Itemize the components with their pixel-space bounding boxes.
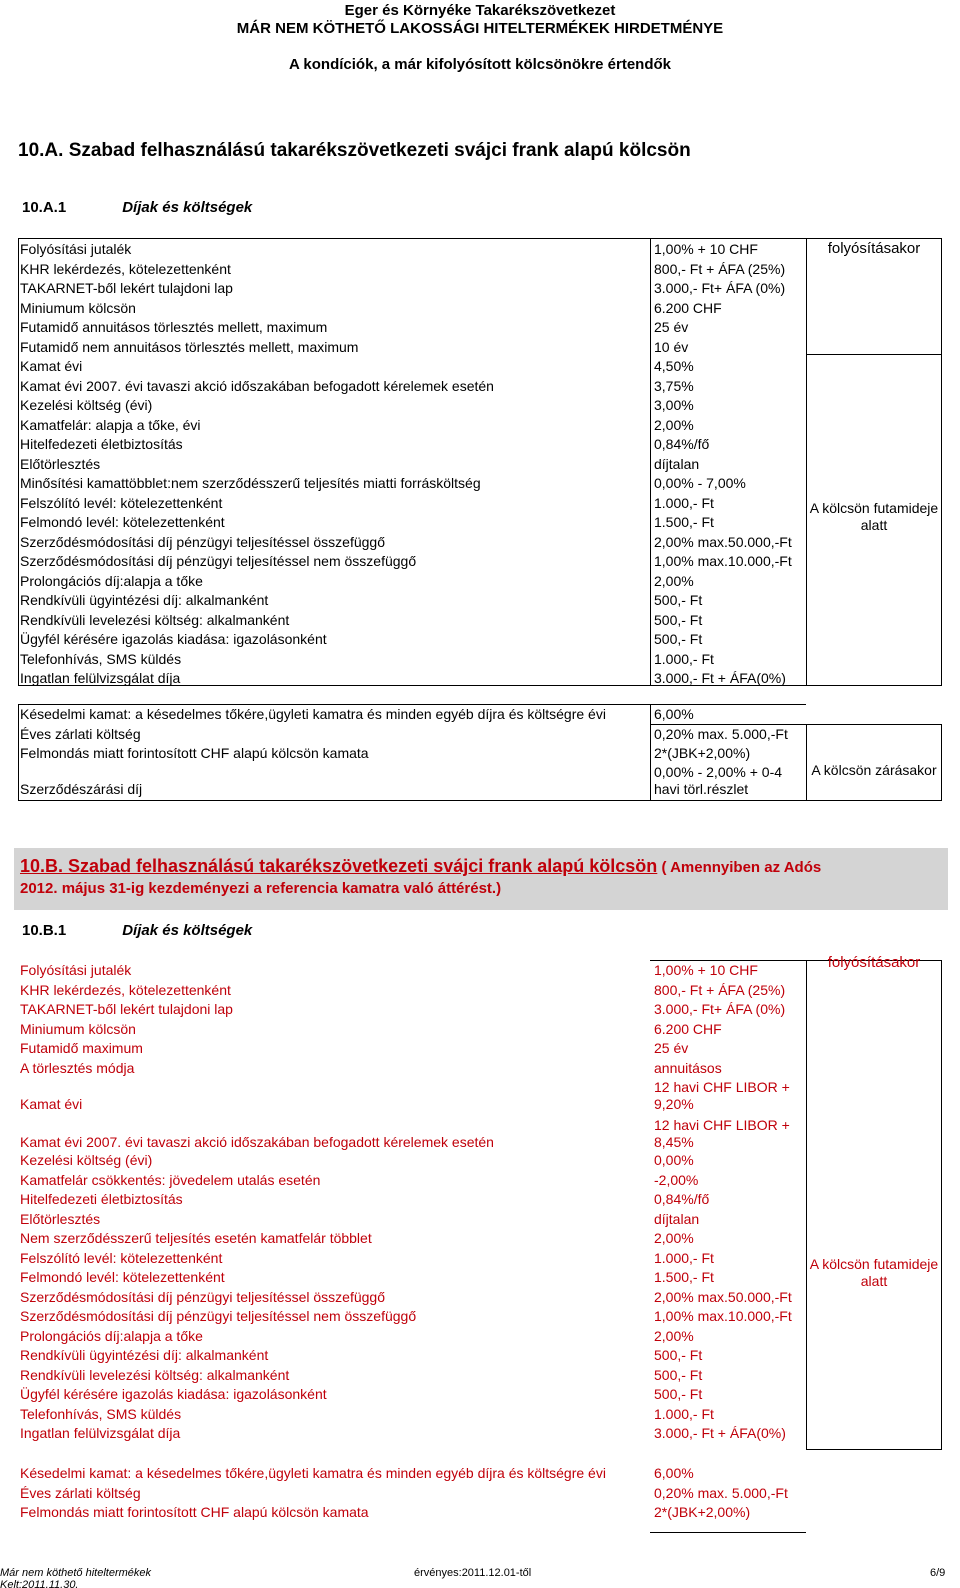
row-value: 6.200 CHF	[654, 299, 722, 316]
section-b-sub-title: Díjak és költségek	[122, 922, 253, 939]
row-label: Kamatfelár: alapja a tőke, évi	[20, 416, 201, 433]
row-value: 2,00%	[654, 1327, 694, 1344]
section-a-side-bottom: A kölcsön zárásakor	[811, 762, 937, 778]
row-value: 0,84%/fő	[654, 1191, 710, 1207]
section-a-row	[18, 551, 942, 571]
section-b-row	[18, 1404, 942, 1424]
row-value: 1,00% max.10.000,-Ft	[654, 553, 792, 569]
row-label: Kamat évi 2007. évi tavaszi akció időszakában befogadott kérelemek esetén	[20, 377, 494, 394]
section-a-row	[18, 259, 942, 279]
row-label: Felszólító levél: kötelezettenként	[20, 1249, 223, 1266]
section-a-penalty-row	[18, 724, 942, 744]
row-value: 6.200 CHF	[654, 1020, 722, 1037]
section-a-row	[18, 278, 942, 298]
section-b-title-line-2: 2012. május 31-ig kezdeményezi a referencia kamatra való áttérést.)	[20, 880, 502, 897]
row-value: 500,- Ft	[654, 611, 703, 628]
row-label: Minősítési kamattöbblet:nem szerződésszerű teljesítés miatti forrásköltség	[20, 475, 481, 491]
footer-left-1: Már nem köthető hiteltermékek	[0, 1567, 152, 1579]
row-label: TAKARNET-ből lekért tulajdoni lap	[20, 1001, 233, 1017]
section-b-sub-number: 10.B.1	[22, 922, 67, 939]
row-label: Prolongációs díj:alapja a tőke	[20, 1327, 203, 1344]
section-a-row	[18, 395, 942, 415]
row-value: 25 év	[654, 319, 689, 335]
row-label: Rendkívüli ügyintézési díj: alkalmanként	[20, 592, 269, 608]
row-label: Miniumum kölcsön	[20, 299, 136, 316]
header-line-1: Eger és Környéke Takarékszövetkezet	[344, 2, 616, 19]
section-a-row	[18, 239, 942, 259]
footer-left-2: Kelt:2011.11.30.	[0, 1579, 79, 1588]
section-a-row	[18, 493, 942, 513]
section-b-side-top: folyósításakor	[827, 954, 921, 971]
section-a-penalty-row	[18, 704, 942, 724]
section-b-row	[18, 1365, 942, 1385]
row-value: 1.500,- Ft	[654, 1269, 714, 1285]
row-value: 10 év	[654, 338, 689, 355]
row-value: díjtalan	[654, 1210, 700, 1227]
section-b-penalty-row	[18, 1483, 942, 1503]
section-b-row	[18, 1306, 942, 1326]
section-a-sub-title: Díjak és költségek	[122, 199, 253, 216]
row-value: 1.000,- Ft	[654, 494, 714, 511]
section-a-side-mid: A kölcsön futamideje alatt	[809, 500, 939, 533]
row-label: Felmondó levél: kötelezettenként	[20, 1269, 225, 1285]
row-label: Felmondó levél: kötelezettenként	[20, 514, 225, 530]
row-label: Rendkívüli levelezési költség: alkalmanként	[20, 611, 290, 628]
section-a-subtitle	[22, 199, 252, 216]
row-value: 25 év	[654, 1040, 689, 1056]
section-b-kamat-2007-row	[18, 1115, 942, 1151]
row-label: Rendkívüli levelezési költség: alkalmanként	[20, 1366, 290, 1383]
row-label: Folyósítási jutalék	[20, 241, 132, 257]
section-a-penalty-row	[18, 743, 942, 763]
section-a-fee-table	[18, 238, 942, 800]
section-b-row	[18, 1038, 942, 1058]
row-value: 3,75%	[654, 377, 694, 394]
footer-center: érvényes:2011.12.01-től	[414, 1567, 532, 1579]
row-value: 2,00%	[654, 1230, 694, 1246]
section-b-subtitle	[22, 922, 252, 939]
section-b-row	[18, 960, 942, 980]
section-b-kamat-row	[18, 1077, 942, 1113]
row-label: Felmondás miatt forintosított CHF alapú kölcsön kamata	[20, 745, 369, 761]
row-label: Nem szerződésszerű teljesítés esetén kamatfelár többlet	[20, 1230, 372, 1246]
section-a-row	[18, 298, 942, 318]
row-label: Ingatlan felülvizsgálat díja	[20, 670, 181, 686]
row-value-line-2: 9,20%	[654, 1096, 694, 1112]
section-a-row	[18, 356, 942, 376]
row-label: Kamat évi	[20, 358, 83, 374]
row-label: KHR lekérdezés, kötelezettenként	[20, 260, 231, 277]
row-value: 6,00%	[654, 1465, 694, 1481]
row-label: Éves zárlati költség	[20, 1484, 141, 1501]
section-a-last-value-2: havi törl.részlet	[654, 781, 749, 797]
row-label: Felszólító levél: kötelezettenként	[20, 494, 223, 511]
section-b-row	[18, 999, 942, 1019]
section-b-row	[18, 1345, 942, 1365]
row-value: annuitásos	[654, 1059, 722, 1076]
row-label: TAKARNET-ből lekért tulajdoni lap	[20, 280, 233, 296]
row-label: Rendkívüli ügyintézési díj: alkalmanként	[20, 1347, 269, 1363]
section-a-side-top: folyósításakor	[827, 240, 921, 257]
row-value: 500,- Ft	[654, 631, 703, 647]
row-label: Előtörlesztés	[20, 455, 101, 472]
section-a-row	[18, 454, 942, 474]
row-label: Ingatlan felülvizsgálat díja	[20, 1425, 181, 1441]
row-value: 3.000,- Ft + ÁFA(0%)	[654, 1425, 786, 1441]
row-label: Szerződésmódosítási díj pénzügyi teljesítéssel összefüggő	[20, 533, 385, 550]
section-b-fee-table	[18, 954, 942, 1532]
row-value: 1.500,- Ft	[654, 514, 714, 530]
row-label: Ügyfél kérésére igazolás kiadása: igazolásonként	[20, 631, 327, 647]
section-a-last-row	[18, 762, 942, 798]
row-label: Késedelmi kamat: a késedelmes tőkére,ügyleti kamatra és minden egyéb díjra és költségre évi	[20, 706, 606, 722]
row-label: Hitelfedezeti életbiztosítás	[20, 436, 183, 452]
section-b-row	[18, 1423, 942, 1443]
row-label: Miniumum kölcsön	[20, 1020, 136, 1037]
section-b-row	[18, 1384, 942, 1404]
row-label: Előtörlesztés	[20, 1210, 101, 1227]
row-label: Kezelési költség (évi)	[20, 1152, 153, 1168]
row-value: 6,00%	[654, 706, 694, 722]
row-label: Prolongációs díj:alapja a tőke	[20, 572, 203, 589]
section-a-title: 10.A. Szabad felhasználású takarékszövetkezeti svájci frank alapú kölcsön	[18, 140, 691, 161]
row-value: 1,00% + 10 CHF	[654, 962, 758, 978]
row-value: 800,- Ft + ÁFA (25%)	[654, 981, 786, 998]
row-label: A törlesztés módja	[20, 1059, 135, 1076]
section-a-row	[18, 590, 942, 610]
row-label: Kezelési költség (évi)	[20, 397, 153, 413]
row-value: 1.000,- Ft	[654, 1249, 714, 1266]
section-a-row	[18, 434, 942, 454]
row-label: Ügyfél kérésére igazolás kiadása: igazolásonként	[20, 1386, 327, 1402]
section-a-row	[18, 649, 942, 669]
row-value: 0,20% max. 5.000,-Ft	[654, 1484, 788, 1501]
row-value: 3.000,- Ft+ ÁFA (0%)	[654, 280, 786, 296]
section-b-side-mid: A kölcsön futamideje alatt	[809, 1256, 939, 1289]
row-label: Folyósítási jutalék	[20, 962, 132, 978]
section-b-penalty-row	[18, 1463, 942, 1483]
row-label: Futamidő maximum	[20, 1040, 143, 1056]
row-value: 1.000,- Ft	[654, 650, 714, 667]
section-b-row	[18, 1150, 942, 1170]
header-line-2: MÁR NEM KÖTHETŐ LAKOSSÁGI HITELTERMÉKEK HIRDETMÉNYE	[236, 20, 724, 37]
section-b-title: 10.B. Szabad felhasználású takarékszövetkezeti svájci frank alapú kölcsön	[20, 856, 658, 876]
row-label: Kamatfelár csökkentés: jövedelem utalás esetén	[20, 1171, 321, 1188]
row-value: 2*(JBK+2,00%)	[654, 1504, 751, 1520]
row-label: Telefonhívás, SMS küldés	[20, 650, 182, 667]
row-value: díjtalan	[654, 455, 700, 472]
row-value: 4,50%	[654, 358, 694, 374]
row-label: Szerződésmódosítási díj pénzügyi teljesítéssel nem összefüggő	[20, 1308, 417, 1324]
row-value: 0,00% - 7,00%	[654, 475, 746, 491]
row-label: Éves zárlati költség	[20, 725, 141, 742]
row-label: KHR lekérdezés, kötelezettenként	[20, 981, 231, 998]
row-value: -2,00%	[654, 1171, 699, 1188]
row-label: Szerződésmódosítási díj pénzügyi teljesítéssel nem összefüggő	[20, 553, 417, 569]
row-value: 0,84%/fő	[654, 436, 710, 452]
row-value: 3.000,- Ft + ÁFA(0%)	[654, 670, 786, 686]
header-line-3: A kondíciók, a már kifolyósított kölcsönökre értendők	[288, 56, 672, 73]
row-value-line-2: 8,45%	[654, 1134, 694, 1150]
section-a-row	[18, 610, 942, 630]
section-a-row	[18, 415, 942, 435]
row-label: Futamidő annuitásos törlesztés mellett, maximum	[20, 319, 328, 335]
section-a-row	[18, 512, 942, 532]
row-label: Szerződésmódosítási díj pénzügyi teljesítéssel összefüggő	[20, 1288, 385, 1305]
row-value-line-1: 12 havi CHF LIBOR +	[654, 1079, 790, 1095]
section-a-row	[18, 668, 942, 688]
row-value: 2,00% max.50.000,-Ft	[654, 1288, 792, 1305]
section-a-row	[18, 337, 942, 357]
row-value: 500,- Ft	[654, 592, 703, 608]
section-a-row	[18, 376, 942, 396]
row-value: 0,00%	[654, 1152, 694, 1168]
row-value: 500,- Ft	[654, 1386, 703, 1402]
row-label: Késedelmi kamat: a késedelmes tőkére,ügyleti kamatra és minden egyéb díjra és költségre évi	[20, 1465, 606, 1481]
section-b-row	[18, 1189, 942, 1209]
section-b-row	[18, 1267, 942, 1287]
section-b-title-tail: ( Amennyiben az Adós	[657, 859, 822, 876]
row-label: Telefonhívás, SMS küldés	[20, 1405, 182, 1422]
section-b-row	[18, 1019, 942, 1039]
row-label: Felmondás miatt forintosított CHF alapú kölcsön kamata	[20, 1504, 369, 1520]
section-a-row	[18, 532, 942, 552]
section-a-row	[18, 571, 942, 591]
row-value: 2*(JBK+2,00%)	[654, 745, 751, 761]
section-b-row	[18, 1248, 942, 1268]
row-value: 2,00%	[654, 572, 694, 589]
section-b-penalty-row	[18, 1502, 942, 1522]
row-value: 800,- Ft + ÁFA (25%)	[654, 260, 786, 277]
row-label: Hitelfedezeti életbiztosítás	[20, 1191, 183, 1207]
row-value: 1,00% max.10.000,-Ft	[654, 1308, 792, 1324]
row-value: 0,20% max. 5.000,-Ft	[654, 725, 788, 742]
row-value-line-1: 12 havi CHF LIBOR +	[654, 1117, 790, 1133]
section-b-row	[18, 1058, 942, 1078]
section-b-row	[18, 1209, 942, 1229]
row-value: 2,00% max.50.000,-Ft	[654, 533, 792, 550]
section-a-row	[18, 473, 942, 493]
row-value: 1.000,- Ft	[654, 1405, 714, 1422]
section-b-row	[18, 980, 942, 1000]
row-value: 500,- Ft	[654, 1347, 703, 1363]
row-label: Kamat évi	[20, 1096, 83, 1112]
row-value: 1,00% + 10 CHF	[654, 241, 758, 257]
row-label: Kamat évi 2007. évi tavaszi akció időszakában befogadott kérelemek esetén	[20, 1134, 494, 1150]
section-a-last-label: Szerződészárási díj	[20, 781, 143, 797]
row-value: 500,- Ft	[654, 1366, 703, 1383]
section-a-row	[18, 629, 942, 649]
section-b-banner	[14, 848, 948, 910]
section-a-sub-number: 10.A.1	[22, 199, 67, 216]
footer-page-number: 6/9	[930, 1567, 946, 1579]
section-b-row	[18, 1287, 942, 1307]
section-a-last-value-1: 0,00% - 2,00% + 0-4	[654, 764, 783, 780]
section-a-row	[18, 317, 942, 337]
section-b-row	[18, 1228, 942, 1248]
row-value: 3,00%	[654, 397, 694, 413]
section-b-row	[18, 1170, 942, 1190]
row-value: 3.000,- Ft+ ÁFA (0%)	[654, 1001, 786, 1017]
row-value: 2,00%	[654, 416, 694, 433]
section-b-row	[18, 1326, 942, 1346]
row-label: Futamidő nem annuitásos törlesztés mellett, maximum	[20, 338, 359, 355]
